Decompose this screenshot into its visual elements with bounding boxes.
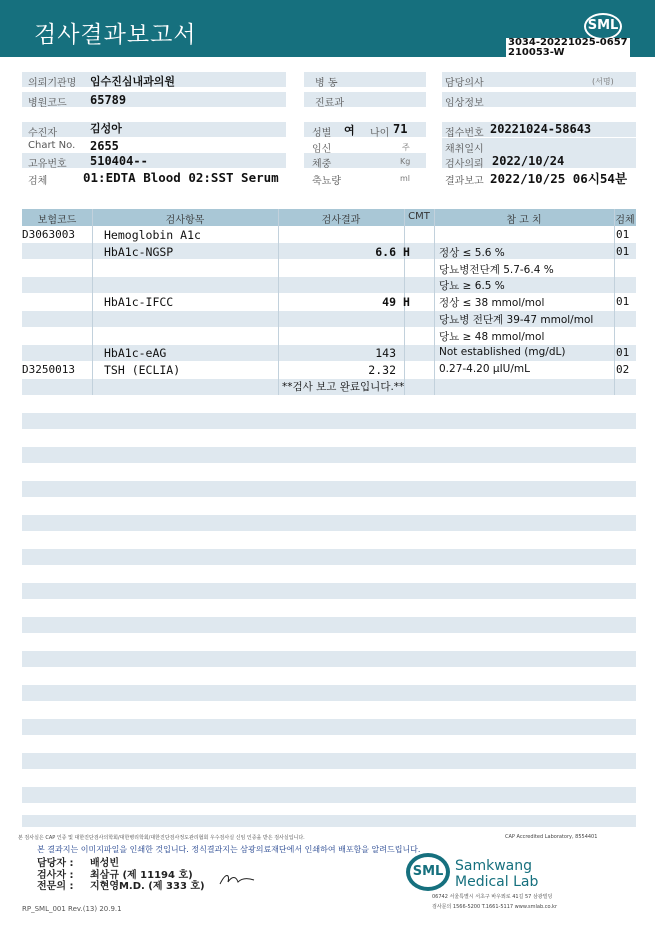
empty-row-band bbox=[22, 787, 636, 803]
column-header-result: 검사결과 bbox=[321, 215, 361, 226]
hospital-name: 임수진심내과의원 bbox=[90, 75, 176, 88]
column-divider bbox=[434, 209, 435, 395]
column-divider bbox=[614, 209, 615, 395]
column-header-specimen: 검체 bbox=[615, 215, 635, 226]
print-notice: 본 결과지는 이미지파일을 인쇄한 것입니다. 정식결과지는 삼광의료재단에서 인쇄하여 배포함을 알려드립니다. bbox=[37, 845, 421, 854]
reference-range: 0.27-4.20 μIU/mL bbox=[439, 363, 530, 375]
company-address: 06742 서울특별시 서초구 바우뫼로 41길 57 삼광빌딩 bbox=[432, 894, 553, 900]
weight-unit: Kg bbox=[400, 157, 411, 166]
result-flag: H bbox=[403, 295, 410, 309]
column-header-item: 검사항목 bbox=[165, 215, 205, 226]
specimen-value: 01:EDTA Blood 02:SST Serum bbox=[83, 170, 279, 185]
patient-sex: 여 bbox=[344, 124, 355, 137]
weight-label: 체중 bbox=[312, 159, 332, 170]
patient-age: 71 bbox=[393, 122, 408, 136]
accreditation-note: 본 검사실은 CAP 인증 및 대한진단검사의학회/대한병리학회/대한진단검사정도관리협회 우수검사실 신임 인증을 받은 검사실입니다. bbox=[18, 835, 305, 841]
hospital-label: 의뢰기관명 bbox=[28, 78, 77, 89]
report-date: 2022/10/25 06시54분 bbox=[490, 171, 628, 186]
urine-label: 축뇨량 bbox=[312, 176, 341, 187]
test-result: 49 bbox=[382, 295, 396, 309]
signature-icon bbox=[218, 870, 258, 888]
reporter-label: 담당자 : bbox=[37, 858, 74, 869]
company-contact: 검사문의 1566-5200 T.1661-5117 www.smlab.co.kr bbox=[432, 904, 557, 910]
collection-label: 채취일시 bbox=[445, 144, 484, 155]
chart-label: Chart No. bbox=[28, 140, 76, 151]
empty-row-band bbox=[22, 413, 636, 429]
specialist-label: 전문의 : bbox=[37, 881, 74, 892]
test-item: Hemoglobin A1c bbox=[104, 228, 201, 242]
reference-range: 당뇨 ≥ 48 mmol/mol bbox=[439, 331, 545, 343]
department-label: 진료과 bbox=[315, 98, 344, 109]
column-header-cmt: CMT bbox=[408, 211, 430, 222]
row-band bbox=[22, 277, 636, 293]
test-item: HbA1c-IFCC bbox=[104, 295, 174, 309]
request-date-label: 검사의뢰 bbox=[445, 159, 484, 170]
request-date: 2022/10/24 bbox=[492, 154, 565, 168]
tester-name: 최삼규 (제 11194 호) bbox=[90, 870, 193, 881]
empty-row-band bbox=[22, 753, 636, 769]
chart-number: 2655 bbox=[90, 139, 119, 153]
column-header-reference: 참 고 치 bbox=[506, 215, 542, 226]
empty-row-band bbox=[22, 617, 636, 633]
doctor-label: 담당의사 bbox=[445, 78, 484, 89]
insurance-code: D3063003 bbox=[22, 228, 75, 241]
report-number bbox=[506, 38, 630, 58]
test-result: 143 bbox=[375, 346, 396, 360]
specialist-name: 지현영M.D. (제 333 호) bbox=[90, 881, 205, 892]
reference-range: Not established (mg/dL) bbox=[439, 346, 566, 358]
company-name-line2: Medical Lab bbox=[455, 874, 539, 890]
specimen-code: 01 bbox=[616, 245, 630, 258]
reference-range: 정상 ≤ 38 mmol/mol bbox=[439, 297, 545, 309]
specimen-code: 02 bbox=[616, 363, 630, 376]
report-number-line1: 3034-20221025-0657 bbox=[508, 37, 628, 48]
patient-label: 수진자 bbox=[28, 128, 57, 139]
clinical-info-label: 임상정보 bbox=[445, 98, 484, 109]
sex-label: 성별 bbox=[312, 128, 332, 139]
report-number-line2: 210053-W bbox=[508, 47, 565, 58]
column-divider bbox=[92, 209, 93, 395]
doctor-signature-note: (서명) bbox=[592, 77, 614, 86]
column-header-code: 보험코드 bbox=[37, 215, 77, 226]
patient-name: 김성아 bbox=[90, 122, 122, 135]
reference-range: 정상 ≤ 5.6 % bbox=[439, 247, 505, 259]
unique-id: 510404-- bbox=[90, 154, 148, 168]
pregnancy-label: 임신 bbox=[312, 144, 332, 155]
specimen-code: 01 bbox=[616, 346, 630, 359]
reference-range: 당뇨 ≥ 6.5 % bbox=[439, 280, 505, 292]
empty-row-band bbox=[22, 447, 636, 463]
empty-row-band bbox=[22, 481, 636, 497]
specimen-code: 01 bbox=[616, 295, 630, 308]
column-divider bbox=[278, 209, 279, 395]
test-item: HbA1c-NGSP bbox=[104, 245, 174, 259]
tester-label: 검사자 : bbox=[37, 870, 74, 881]
reference-range: 당뇨병전단계 5.7-6.4 % bbox=[439, 264, 554, 276]
empty-row-band bbox=[22, 815, 636, 827]
accreditation-code: CAP Accredited Laboratory, 8554401 bbox=[505, 834, 598, 840]
hospital-code: 65789 bbox=[90, 93, 127, 107]
insurance-code: D3250013 bbox=[22, 363, 75, 376]
test-item: HbA1c-eAG bbox=[104, 346, 167, 360]
hospital-code-label: 병원코드 bbox=[28, 98, 67, 109]
specimen-code: 01 bbox=[616, 228, 630, 241]
receipt-number: 20221024-58643 bbox=[490, 122, 592, 136]
test-result: 6.6 bbox=[375, 245, 396, 259]
report-complete-note: **검사 보고 완료입니다.** bbox=[282, 381, 405, 393]
empty-row-band bbox=[22, 549, 636, 565]
ward-label: 병 동 bbox=[315, 78, 338, 89]
reference-range: 당뇨병 전단계 39-47 mmol/mol bbox=[439, 314, 594, 326]
unique-id-label: 고유번호 bbox=[28, 159, 67, 170]
age-label: 나이 bbox=[370, 128, 390, 139]
specimen-label: 검체 bbox=[28, 176, 48, 187]
page-title: 검사결과보고서 bbox=[34, 22, 197, 48]
empty-row-band bbox=[22, 583, 636, 599]
info-band bbox=[22, 122, 286, 137]
sml-logo-text: SML bbox=[587, 18, 619, 33]
samkwang-logo-text: SML bbox=[412, 864, 444, 879]
reporter-name: 배성빈 bbox=[90, 858, 119, 869]
empty-row-band bbox=[22, 685, 636, 701]
company-name bbox=[455, 858, 538, 890]
receipt-label: 접수번호 bbox=[445, 128, 484, 139]
report-date-label: 결과보고 bbox=[445, 176, 484, 187]
pregnancy-unit: 주 bbox=[402, 143, 410, 152]
urine-unit: ml bbox=[400, 174, 411, 183]
form-revision: RP_SML_001 Rev.(13) 20.9.1 bbox=[22, 905, 122, 913]
company-name-line1: Samkwang bbox=[455, 858, 532, 874]
empty-row-band bbox=[22, 515, 636, 531]
empty-row-band bbox=[22, 651, 636, 667]
empty-row-band bbox=[22, 719, 636, 735]
test-item: TSH (ECLIA) bbox=[104, 363, 181, 377]
test-result: 2.32 bbox=[368, 363, 396, 377]
result-flag: H bbox=[403, 245, 410, 259]
